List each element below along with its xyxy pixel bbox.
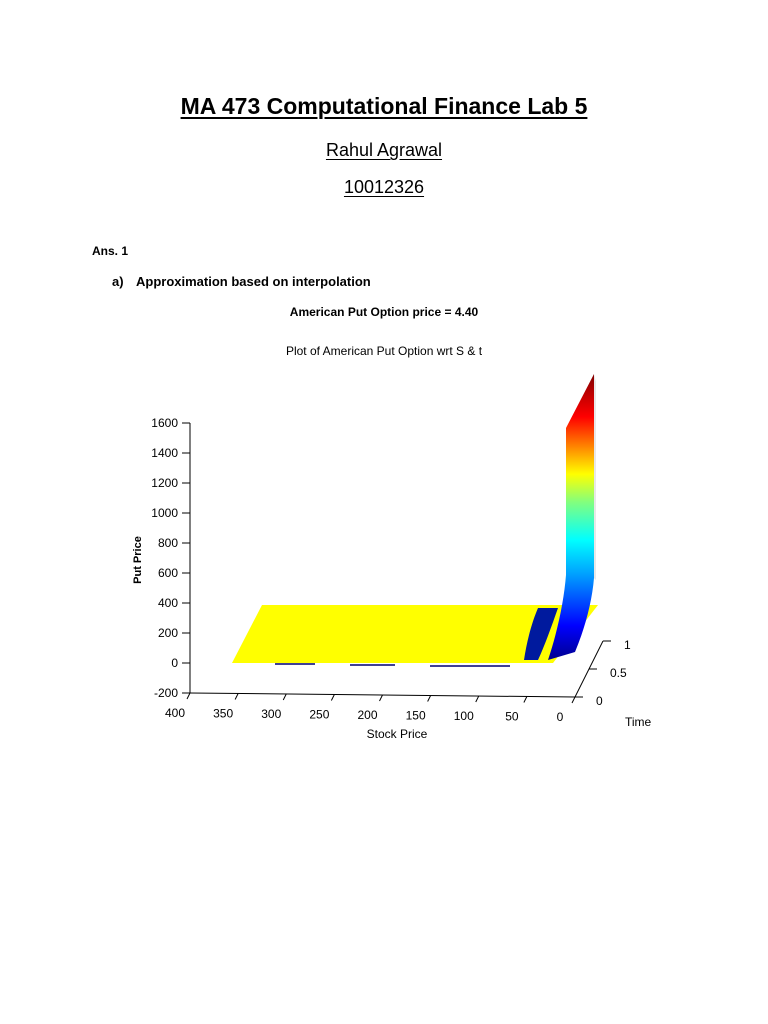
chart-title: Plot of American Put Option wrt S & t (285, 344, 483, 358)
z-tick-label: -200 (153, 686, 178, 700)
z-tick-label: 1200 (151, 476, 178, 490)
z-tick-label: 1600 (151, 416, 178, 430)
x-tick-mark (524, 697, 527, 703)
x-axis-ticks (165, 693, 575, 724)
x-tick-label: 50 (505, 709, 519, 724)
surface-mesh (232, 374, 598, 666)
z-tick-label: 600 (157, 566, 178, 580)
x-tick-mark (331, 695, 334, 701)
y-axis-ticks (575, 638, 631, 708)
x-tick-label: 150 (405, 708, 426, 723)
x-tick-mark (187, 693, 190, 699)
x-tick-mark (476, 696, 479, 702)
section-marker: a) (112, 274, 124, 289)
author-name: Rahul Agrawal (325, 140, 443, 160)
surface-wall-edge (594, 374, 596, 580)
roll-number: 10012326 (343, 177, 425, 197)
z-axis-ticks (151, 416, 190, 700)
x-tick-mark (235, 694, 238, 700)
answer-heading: Ans. 1 (92, 244, 129, 258)
z-tick-label: 1400 (151, 446, 178, 460)
z-axis (132, 416, 190, 700)
y-tick-label: 0.5 (610, 666, 627, 680)
z-tick-label: 800 (157, 536, 178, 550)
z-tick-label: 400 (157, 596, 178, 610)
y-tick-label: 1 (624, 638, 631, 652)
y-axis-label: Time (625, 715, 652, 729)
option-price-result: American Put Option price = 4.40 (289, 305, 479, 319)
x-axis-label: Stock Price (366, 727, 428, 741)
x-tick-mark (380, 695, 383, 701)
section-heading: Approximation based on interpolation (136, 274, 371, 289)
x-tick-mark (428, 696, 431, 702)
z-axis-label: Put Price (132, 536, 144, 584)
document-title: MA 473 Computational Finance Lab 5 (180, 93, 588, 119)
x-tick-label: 100 (453, 709, 474, 723)
x-axis (165, 693, 575, 741)
y-axis (575, 638, 652, 729)
x-tick-mark (283, 694, 286, 700)
x-tick-label: 250 (309, 707, 330, 722)
y-tick-label: 0 (596, 694, 603, 708)
x-tick-label: 350 (213, 706, 234, 721)
z-tick-label: 1000 (151, 506, 178, 520)
x-tick-label: 400 (164, 706, 186, 720)
x-tick-label: 200 (357, 708, 378, 722)
x-tick-label: 0 (556, 710, 564, 724)
z-tick-label: 0 (171, 656, 178, 670)
z-tick-label: 200 (157, 626, 178, 640)
x-tick-mark (572, 697, 575, 703)
x-tick-label: 300 (261, 707, 282, 721)
